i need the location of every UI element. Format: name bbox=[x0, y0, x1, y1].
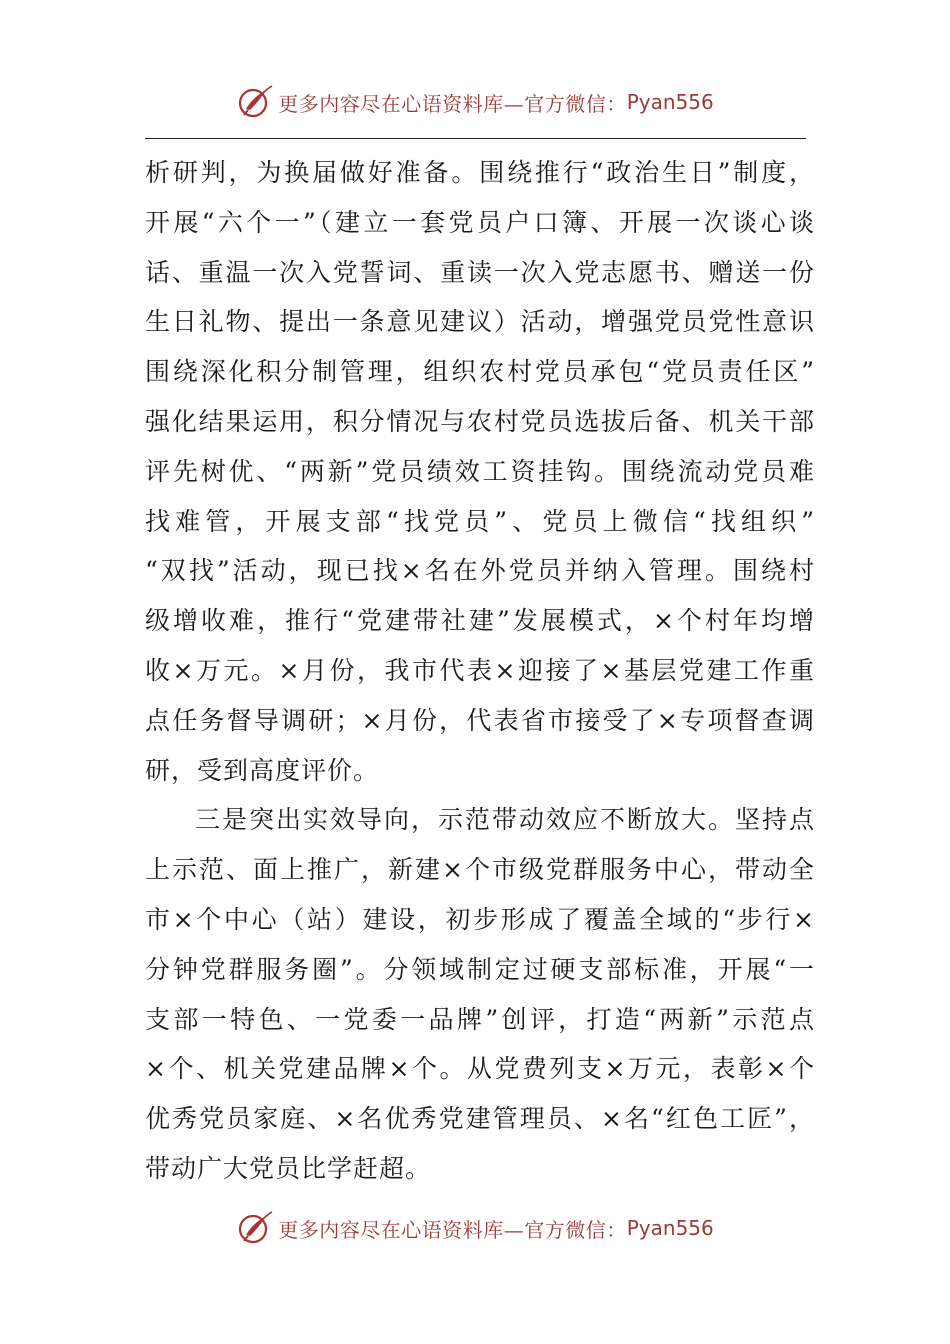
document-body bbox=[145, 148, 815, 1194]
body-line: 上示范、面上推广，新建×个市级党群服务中心，带动全 bbox=[145, 855, 815, 885]
body-line: 带动广大党员比学赶超。 bbox=[145, 1153, 432, 1183]
footer-banner-id: Pyan556 bbox=[626, 1216, 714, 1240]
header-banner-text: 更多内容尽在心语资料库—官方微信： bbox=[278, 91, 627, 116]
body-line: ×个、机关党建品牌×个。从党费列支×万元，表彰×个 bbox=[145, 1054, 815, 1084]
body-line: 围绕深化积分制管理，组织农村党员承包“党员责任区” bbox=[145, 357, 815, 387]
quill-seal-icon bbox=[236, 82, 276, 122]
body-line: 支部一特色、一党委一品牌”创评，打造“两新”示范点 bbox=[145, 1004, 815, 1034]
header-divider bbox=[145, 138, 806, 139]
header-banner bbox=[0, 82, 950, 122]
header-banner-id: Pyan556 bbox=[626, 90, 714, 114]
body-line: 研，受到高度评价。 bbox=[145, 755, 380, 785]
body-line: 话、重温一次入党誓词、重读一次入党志愿书、赠送一份 bbox=[145, 257, 815, 287]
footer-banner-text: 更多内容尽在心语资料库—官方微信： bbox=[278, 1217, 627, 1242]
body-line: 点任务督导调研；×月份，代表省市接受了×专项督查调 bbox=[145, 705, 815, 735]
body-line: 收×万元。×月份，我市代表×迎接了×基层党建工作重 bbox=[145, 655, 815, 685]
body-line: 强化结果运用，积分情况与农村党员选拔后备、机关干部 bbox=[145, 406, 815, 436]
body-line: 分钟党群服务圈”。分领域制定过硬支部标准，开展“一 bbox=[145, 954, 815, 984]
body-line: 生日礼物、提出一条意见建议）活动，增强党员党性意识 bbox=[145, 307, 815, 337]
body-line: 找难管，开展支部“找党员”、党员上微信“找组织” bbox=[145, 506, 815, 536]
body-line: 开展“六个一”（建立一套党员户口簿、开展一次谈心谈 bbox=[145, 207, 815, 237]
body-line: 析研判，为换届做好准备。围绕推行“政治生日”制度， bbox=[145, 158, 815, 187]
paragraph-start-line: 三是突出实效导向，示范带动效应不断放大。坚持点 bbox=[195, 805, 815, 835]
body-line: 市×个中心（站）建设，初步形成了覆盖全域的“步行× bbox=[145, 904, 815, 934]
body-line: 评先树优、“两新”党员绩效工资挂钩。围绕流动党员难 bbox=[145, 456, 815, 486]
footer-banner bbox=[0, 1208, 950, 1248]
quill-seal-icon bbox=[236, 1208, 276, 1248]
body-line: “双找”活动，现已找×名在外党员并纳入管理。围绕村 bbox=[145, 556, 815, 586]
body-line: 级增收难，推行“党建带社建”发展模式，×个村年均增 bbox=[145, 606, 815, 636]
body-line: 优秀党员家庭、×名优秀党建管理员、×名“红色工匠”， bbox=[145, 1104, 815, 1134]
